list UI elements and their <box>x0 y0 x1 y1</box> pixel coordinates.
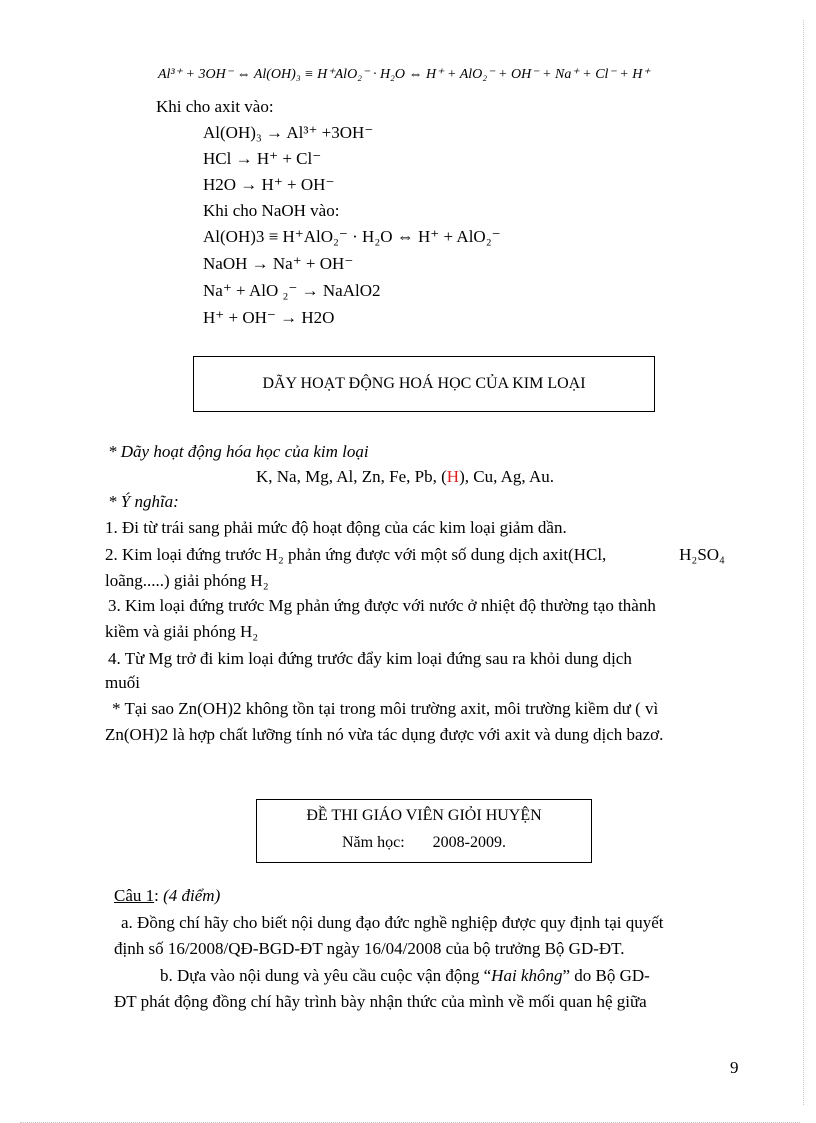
meaning-p2-line2: loãng.....) giải phóng H₂ <box>105 571 269 590</box>
series-before: K, Na, Mg, Al, Zn, Fe, Pb, ( <box>256 467 447 486</box>
question-1a-line2: định số 16/2008/QĐ-BGD-ĐT ngày 16/04/2008 của bộ trưởng Bộ GD-ĐT. <box>114 939 625 958</box>
meaning-p4-line1: 4. Từ Mg trở đi kim loại đứng trước đẩy kim loại đứng sau ra khỏi dung dịch <box>108 649 632 668</box>
activity-series <box>256 466 554 488</box>
meaning-p3-line1: 3. Kim loại đứng trước Mg phản ứng được với nước ở nhiệt độ thường tạo thành <box>108 596 656 615</box>
section-title: DÃY HOẠT ĐỘNG HOÁ HỌC CỦA KIM LOẠI <box>262 375 586 392</box>
meaning-p2-b: H₂SO₄ <box>679 545 725 564</box>
page-number: 9 <box>730 1058 739 1077</box>
series-hydrogen: H <box>446 467 460 486</box>
meaning-p5-line2: Zn(OH)2 là hợp chất lưỡng tính nó vừa tác dụng được với axit và dung dịch bazơ. <box>105 725 664 744</box>
exam-year-value: 2008-2009. <box>432 834 506 851</box>
exam-title: ĐỀ THI GIÁO VIÊN GIỎI HUYỆN <box>306 807 542 824</box>
question-1b-c: ” do Bộ GD- <box>562 966 650 985</box>
base-intro: Khi cho NaOH vào: <box>203 201 340 220</box>
meaning-p1: 1. Đi từ trái sang phải mức độ hoạt động của các kim loại giảm dần. <box>105 518 567 537</box>
acid-eq-2: HCl → H⁺ + Cl⁻ <box>203 149 322 168</box>
meaning-p2-a: 2. Kim loại đứng trước H₂ phản ứng được với một số dung dịch axit(HCl, <box>105 545 607 564</box>
question-1a-line1: a. Đồng chí hãy cho biết nội dung đạo đức nghề nghiệp được quy định tại quyết <box>121 913 664 932</box>
exam-title-box <box>256 799 592 863</box>
meaning-p5-line1: * Tại sao Zn(OH)2 không tồn tại trong môi trường axit, môi trường kiềm dư ( vì <box>112 699 659 718</box>
question-1b-a: b. Dựa vào nội dung và yêu cầu cuộc vận động “ <box>160 966 492 985</box>
question-1-label: Câu 1 <box>114 886 155 905</box>
acid-eq-1: Al(OH)₃ → Al³⁺ +3OH⁻ <box>203 123 374 142</box>
meaning-p4-line2: muối <box>105 673 140 692</box>
meaning-p2-line1 <box>105 544 725 566</box>
question-1b-campaign: Hai không <box>491 966 563 985</box>
question-1b-line2: ĐT phát động đồng chí hãy trình bày nhận thức của mình về mối quan hệ giữa <box>114 992 647 1011</box>
acid-intro: Khi cho axit vào: <box>156 97 274 116</box>
equation-top: Al³⁺ + 3OH⁻ ⇔ Al(OH)₃ ≡ H⁺AlO₂⁻ · H₂O ⇔ H⁺ + AlO₂⁻ + OH⁻ + Na⁺ + Cl⁻ + H⁺ <box>158 67 650 82</box>
meaning-heading: * Ý nghĩa: <box>108 492 179 511</box>
base-eq-2: NaOH → Na⁺ + OH⁻ <box>203 254 354 273</box>
acid-eq-3: H2O → H⁺ + OH⁻ <box>203 175 335 194</box>
base-eq-1: Al(OH)3 ≡ H⁺AlO₂⁻ · H₂O ⇔ H⁺ + AlO₂⁻ <box>203 227 501 246</box>
section-title-box <box>193 356 655 412</box>
page-margin-vertical <box>803 20 804 1105</box>
activity-heading: * Dãy hoạt động hóa học của kim loại <box>108 442 369 461</box>
question-1b-line1 <box>160 965 650 987</box>
base-eq-3: Na⁺ + AlO ₂⁻ → NaAlO2 <box>203 281 381 300</box>
question-1-header: Câu 1: (4 điểm) <box>114 886 221 905</box>
series-after: ), Cu, Ag, Au. <box>459 467 554 486</box>
exam-year-label: Năm học: <box>342 834 405 851</box>
meaning-p3-line2: kiềm và giải phóng H₂ <box>105 622 259 641</box>
exam-year <box>257 833 591 853</box>
base-eq-4: H⁺ + OH⁻ → H2O <box>203 308 335 327</box>
question-1-points: (4 điểm) <box>163 886 221 905</box>
